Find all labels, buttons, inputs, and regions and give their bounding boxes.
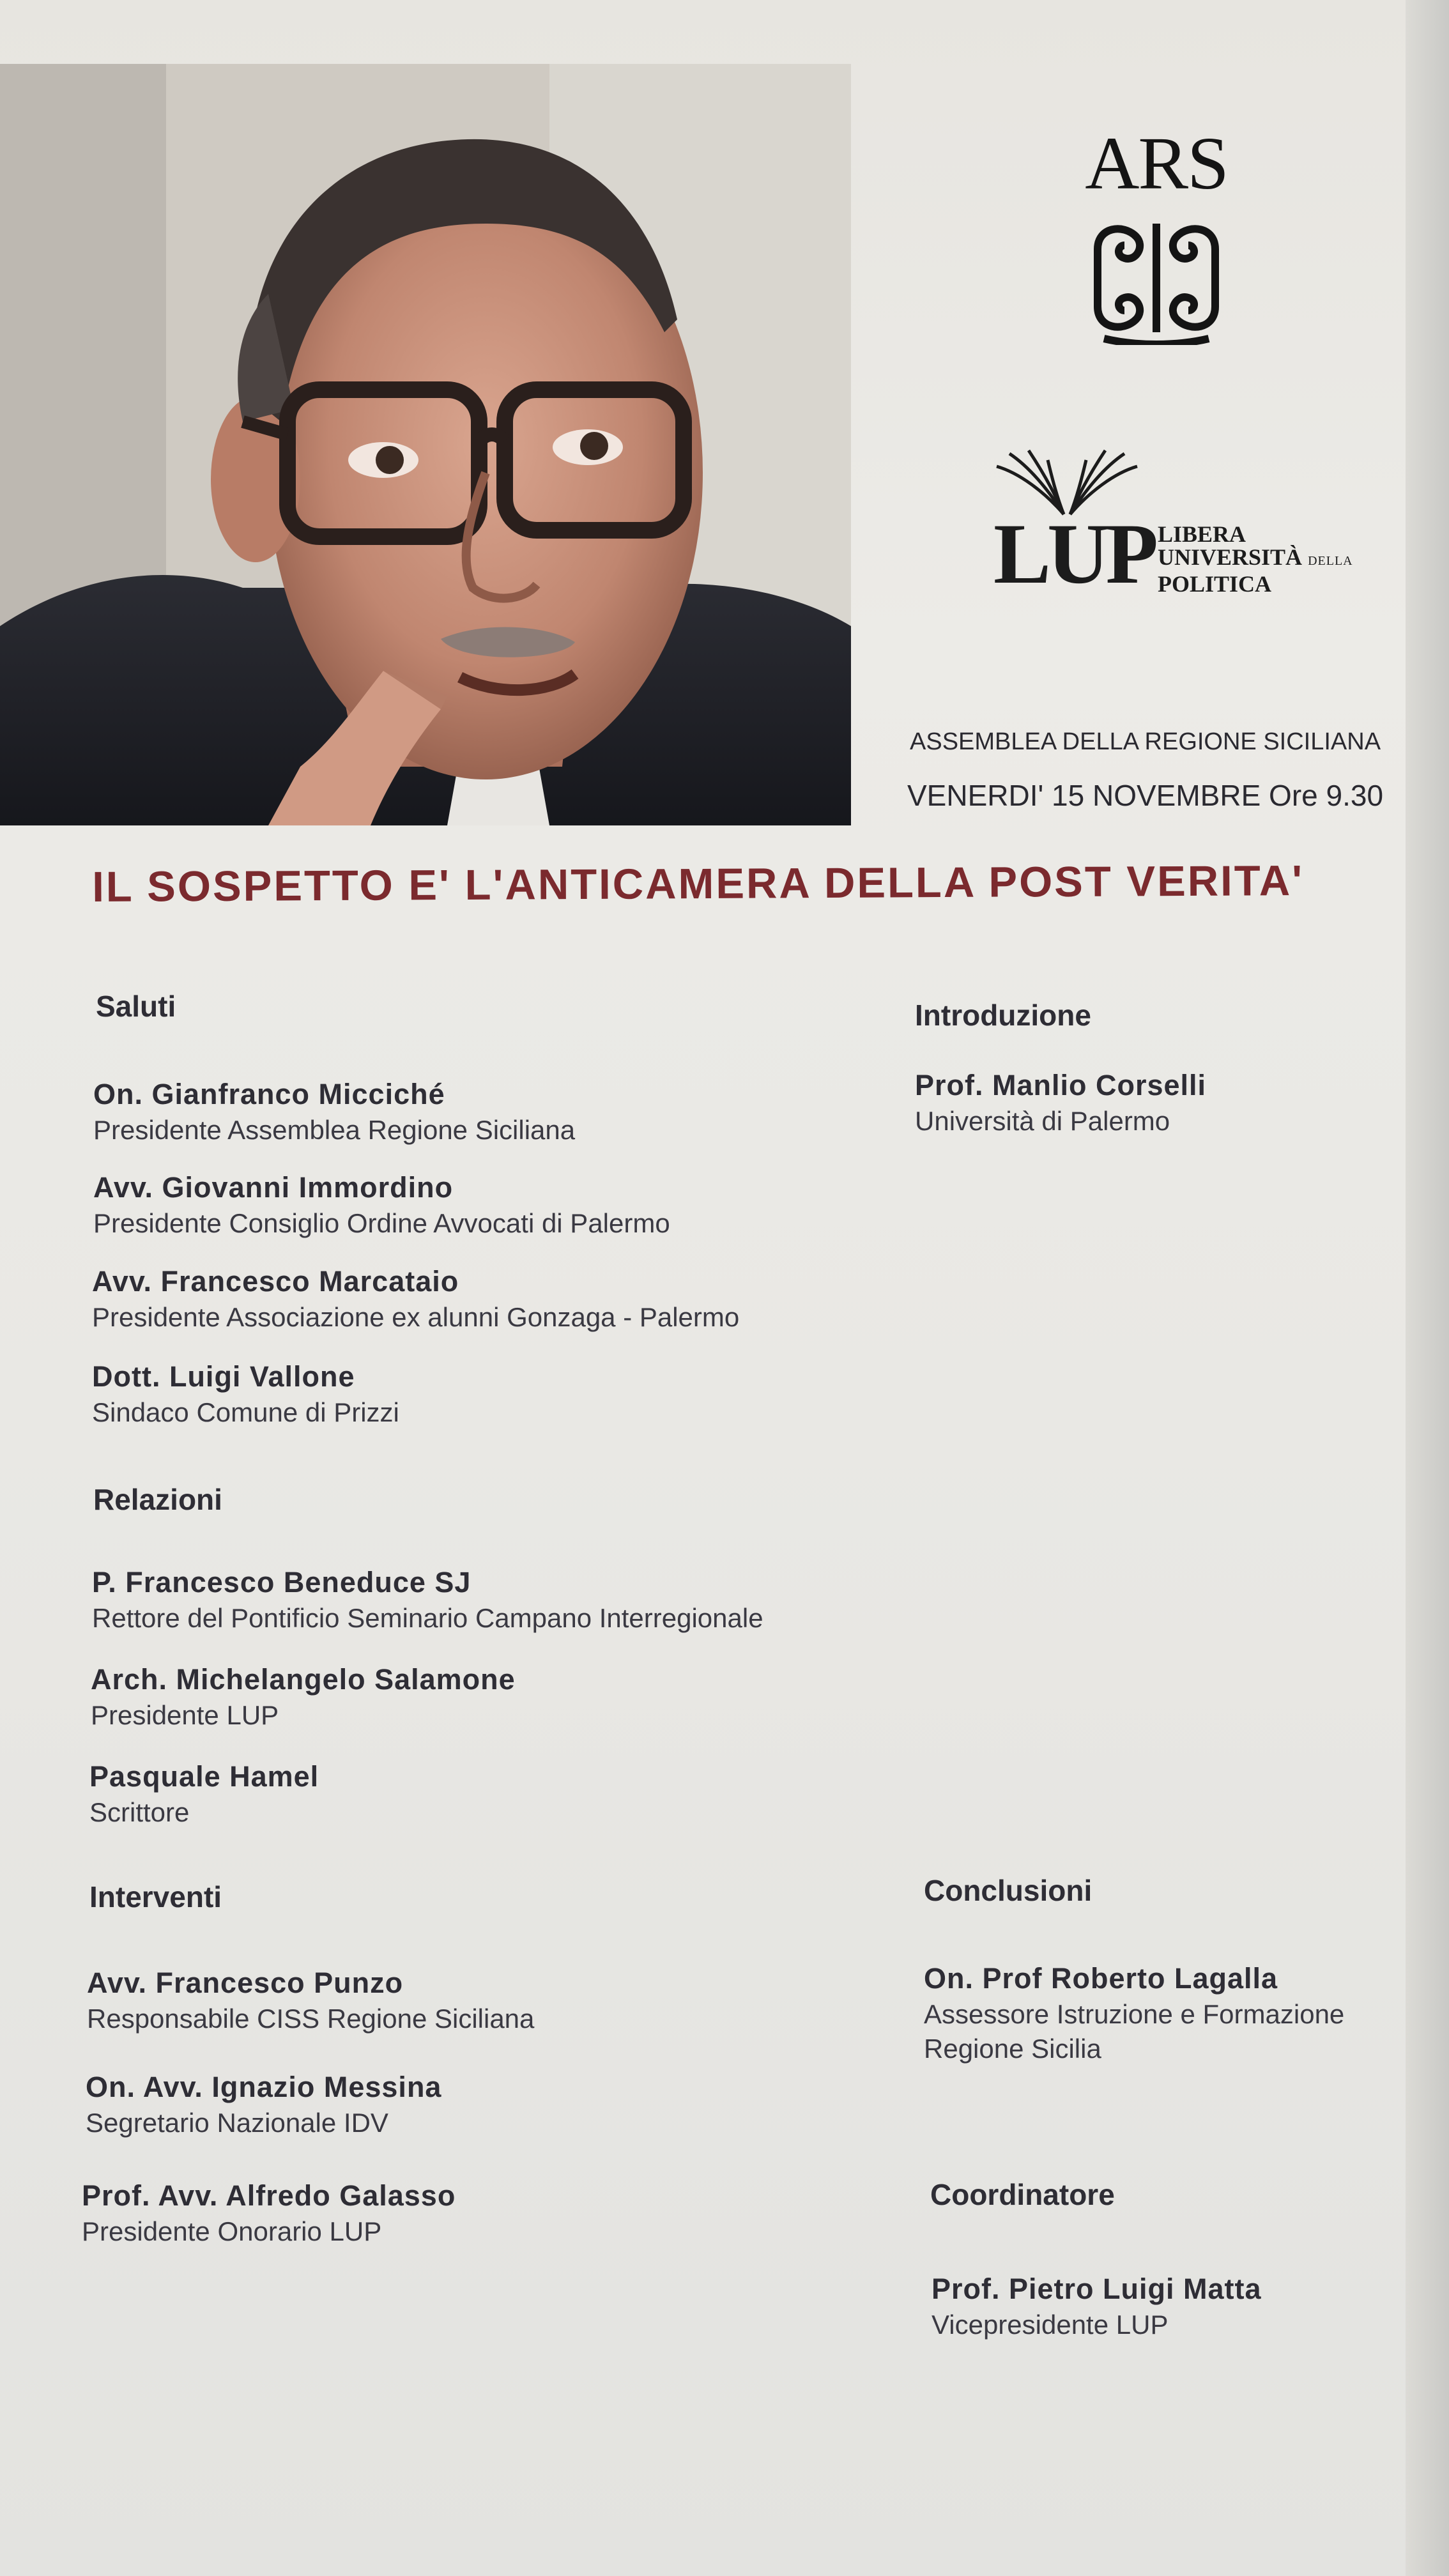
person-name: Prof. Manlio Corselli [915,1069,1207,1101]
person-name: Avv. Giovanni Immordino [93,1171,454,1204]
lup-word-politica: POLITICA [1158,571,1272,597]
person-name: Pasquale Hamel [89,1760,319,1793]
person-role: Presidente LUP [91,1700,279,1730]
lup-word-della: DELLA [1308,554,1353,568]
person-role: Presidente Assemblea Regione Siciliana [93,1115,576,1145]
section-heading-conclusioni: Conclusioni [924,1874,1092,1907]
list-item [92,1358,399,1430]
person-name: Arch. Michelangelo Salamone [91,1663,516,1696]
person-role: Sindaco Comune di Prizzi [92,1397,399,1427]
event-date-time: VENERDI' 15 NOVEMBRE Ore 9.30 [907,779,1384,812]
section-heading-coordinatore: Coordinatore [930,2178,1115,2211]
person-name: On. Gianfranco Micciché [93,1078,445,1110]
list-item [91,1661,516,1733]
lup-logo-wordmark [1158,523,1353,595]
list-item [93,1169,670,1241]
person-role: Segretario Nazionale IDV [86,2108,388,2138]
person-role: Responsabile CISS Regione Siciliana [87,2004,535,2034]
person-name: Prof. Avv. Alfredo Galasso [82,2179,456,2212]
page-edge-shadow [1406,0,1449,2576]
person-role: Presidente Consiglio Ordine Avvocati di Palermo [93,1208,670,1238]
event-venue: ASSEMBLEA DELLA REGIONE SICILIANA [910,728,1381,755]
list-item [931,2271,1262,2342]
person-role: Rettore del Pontificio Seminario Campano Interregionale [92,1603,763,1633]
section-heading-introduzione: Introduzione [915,999,1091,1032]
list-item [87,1965,534,2036]
person-role: Università di Palermo [915,1106,1170,1136]
person-role: Presidente Onorario LUP [82,2216,382,2246]
person-role-line-2: Regione Sicilia [924,2034,1101,2064]
list-item [92,1263,739,1335]
person-name: On. Prof Roberto Lagalla [924,1962,1278,1995]
person-name: On. Avv. Ignazio Messina [86,2071,442,2103]
person-role: Scrittore [89,1797,190,1827]
list-item [924,1960,1344,2066]
list-item [82,2177,456,2249]
person-role: Assessore Istruzione e Formazione [924,1999,1345,2029]
person-name: P. Francesco Beneduce SJ [92,1566,471,1598]
person-role: Vicepresidente LUP [931,2310,1169,2340]
section-heading-interventi: Interventi [89,1880,222,1913]
list-item [89,1758,319,1830]
person-name: Avv. Francesco Punzo [87,1966,404,1999]
list-item [915,1067,1206,1138]
lup-word-universita-line: UNIVERSITÀ DELLA [1158,544,1353,570]
ars-trinacria-emblem-icon [1085,211,1228,345]
list-item [93,1076,575,1147]
lup-word-libera: LIBERA [1158,521,1246,547]
person-name: Avv. Francesco Marcataio [92,1265,459,1298]
person-role: Presidente Associazione ex alunni Gonzaga - Palermo [92,1302,740,1332]
person-name: Prof. Pietro Luigi Matta [931,2273,1262,2305]
ars-logo-text: ARS [1085,121,1228,205]
speaker-portrait-photo [0,64,851,825]
event-title: IL SOSPETTO E' L'ANTICAMERA DELLA POST VERITA' [92,857,1305,911]
list-item [92,1564,763,1636]
section-heading-saluti: Saluti [96,990,176,1023]
person-name: Dott. Luigi Vallone [92,1360,355,1393]
lup-logo-mark: LUP [993,507,1154,602]
section-heading-relazioni: Relazioni [93,1483,222,1516]
list-item [86,2069,441,2140]
